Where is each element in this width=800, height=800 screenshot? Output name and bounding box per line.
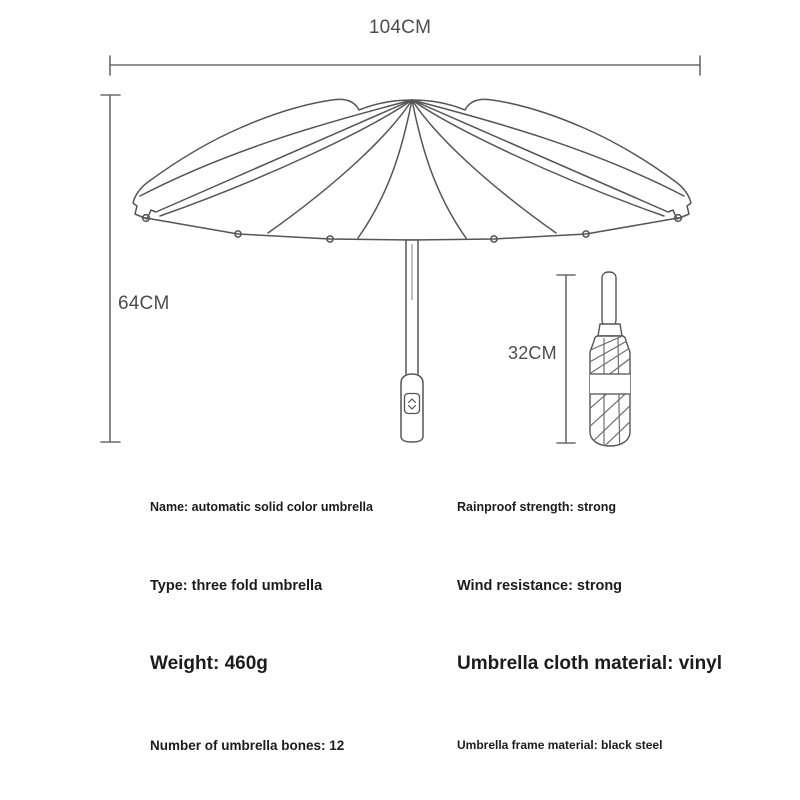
- auto-open-close-button[interactable]: [405, 394, 420, 414]
- umbrella-canopy: [133, 99, 691, 242]
- folded-umbrella-band: [586, 374, 636, 394]
- dimension-label-folded-height: 32CM: [508, 343, 557, 363]
- spec-type: Type: three fold umbrella: [150, 578, 323, 594]
- dimension-line-width: [110, 56, 700, 75]
- spec-wind-resistance: Wind resistance: strong: [457, 578, 623, 594]
- dimension-line-folded: [557, 275, 575, 443]
- specification-table: [0, 488, 800, 800]
- dimension-line-height: [101, 95, 120, 442]
- spec-rainproof-strength: Rainproof strength: strong: [457, 500, 617, 514]
- spec-weight: Weight: 460g: [150, 653, 268, 674]
- spec-cloth-material: Umbrella cloth material: vinyl: [457, 653, 723, 674]
- spec-name: Name: automatic solid color umbrella: [150, 500, 373, 514]
- spec-frame-material: Umbrella frame material: black steel: [457, 738, 663, 752]
- spec-bone-count: Number of umbrella bones: 12: [150, 738, 345, 753]
- dimension-label-height: 64CM: [118, 293, 170, 314]
- dimension-label-width: 104CM: [368, 17, 432, 38]
